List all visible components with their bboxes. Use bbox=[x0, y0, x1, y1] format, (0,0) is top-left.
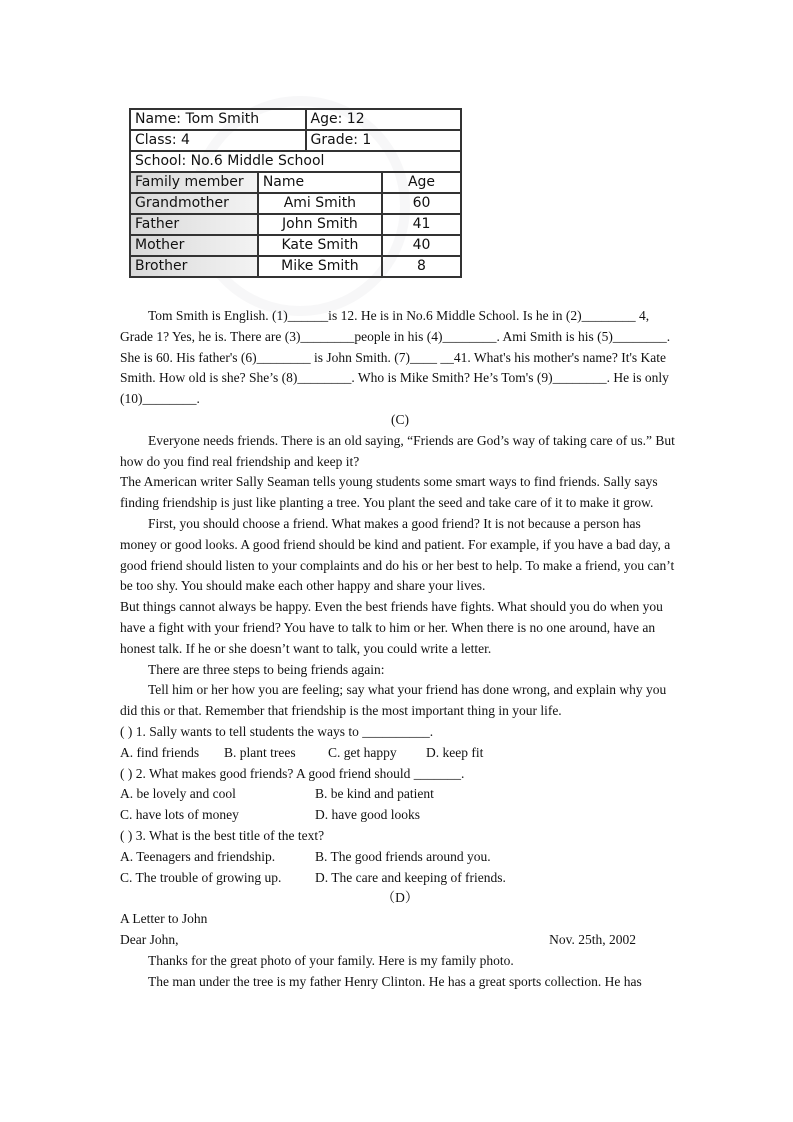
member-name-cell: Ami Smith bbox=[258, 193, 382, 214]
table-row bbox=[130, 109, 461, 130]
option: C. have lots of money bbox=[120, 807, 239, 823]
table-row bbox=[130, 256, 461, 277]
option: D. have good looks bbox=[315, 807, 420, 823]
member-age-cell: 8 bbox=[382, 256, 461, 277]
option: B. The good friends around you. bbox=[315, 848, 491, 864]
paragraph: There are three steps to being friends again: bbox=[148, 661, 385, 677]
question-1-options bbox=[120, 743, 680, 764]
question-3-options bbox=[120, 847, 680, 868]
paragraph: Thanks for the great photo of your family. Here is my family photo. bbox=[148, 952, 514, 968]
table-row bbox=[130, 193, 461, 214]
header-age: Age bbox=[382, 172, 461, 193]
name-cell: Name: Tom Smith bbox=[130, 109, 306, 130]
option: A. Teenagers and friendship. bbox=[120, 848, 276, 864]
option: B. be kind and patient bbox=[315, 786, 434, 802]
question-2-options bbox=[120, 784, 680, 805]
option: A. be lovely and cool bbox=[120, 786, 236, 802]
option: C. The trouble of growing up. bbox=[120, 869, 282, 885]
question-3-options bbox=[120, 868, 680, 889]
section-d-heading: （D） bbox=[381, 890, 419, 906]
paragraph: Everyone needs friends. There is an old saying, “Friends are God’s way of taking care of us.” But how do you find real friendship and keep it? bbox=[120, 432, 675, 469]
question-2-options bbox=[120, 805, 680, 826]
question-2: ( ) 2. What makes good friends? A good friend should _______. bbox=[120, 765, 465, 781]
paragraph: The man under the tree is my father Henry Clinton. He has a great sports collection. He has bbox=[148, 973, 642, 989]
member-age-cell: 40 bbox=[382, 235, 461, 256]
school-cell: School: No.6 Middle School bbox=[130, 151, 461, 172]
cloze-passage: Tom Smith is English. (1)______is 12. He is in No.6 Middle School. Is he in (2)________ 4, Grade 1? Yes, he is. There are (3)________people in his (4)________. Ami Smith is his (5)________. She is 60. His father's (6)________ is John Smith. (7)____ __41. What's his mother's name? It's Kate Smith. How old is she? She’s (8)________. Who is Mike Smith? He’s Tom's (9)________. He is only (10)________. bbox=[120, 308, 671, 407]
member-cell: Mother bbox=[130, 235, 258, 256]
class-cell: Class: 4 bbox=[130, 130, 306, 151]
paragraph: The American writer Sally Seaman tells young students some smart ways to find friends. Sally says finding friendship is just like planting a tree. You plant the seed and take care of it to make it grow. bbox=[120, 474, 658, 511]
member-name-cell: Mike Smith bbox=[258, 256, 382, 277]
grade-cell: Grade: 1 bbox=[306, 130, 461, 151]
option: D. keep fit bbox=[426, 744, 484, 760]
paragraph: First, you should choose a friend. What makes a good friend? It is not because a person has money or good looks. A good friend should be kind and patient. For example, if you have a bad day, a good friend should listen to your complaints and do his or her best to help. To make a friend, you can’t be too shy. You should make each other happy and share your lives. bbox=[120, 515, 675, 594]
option: B. plant trees bbox=[224, 744, 296, 760]
paragraph: Tell him or her how you are feeling; say what your friend has done wrong, and explain why you did this or that. Remember that friendship is the most important thing in your life. bbox=[120, 682, 667, 719]
member-age-cell: 41 bbox=[382, 214, 461, 235]
header-name: Name bbox=[258, 172, 382, 193]
member-cell: Father bbox=[130, 214, 258, 235]
member-cell: Brother bbox=[130, 256, 258, 277]
header-family-member: Family member bbox=[130, 172, 258, 193]
student-info-table bbox=[129, 108, 462, 278]
document-body bbox=[120, 306, 680, 992]
letter-greeting: Dear John, bbox=[120, 931, 179, 947]
table-header-row bbox=[130, 172, 461, 193]
option: D. The care and keeping of friends. bbox=[315, 869, 506, 885]
question-3: ( ) 3. What is the best title of the text? bbox=[120, 827, 325, 843]
table-row bbox=[130, 130, 461, 151]
question-1: ( ) 1. Sally wants to tell students the ways to __________. bbox=[120, 723, 434, 739]
table-row bbox=[130, 151, 461, 172]
member-name-cell: Kate Smith bbox=[258, 235, 382, 256]
member-name-cell: John Smith bbox=[258, 214, 382, 235]
age-cell: Age: 12 bbox=[306, 109, 461, 130]
letter-header bbox=[120, 930, 680, 951]
letter-title: A Letter to John bbox=[120, 911, 208, 927]
member-age-cell: 60 bbox=[382, 193, 461, 214]
paragraph: But things cannot always be happy. Even the best friends have fights. What should you do when you have a fight with your friend? You have to talk to him or her. When there is no one around, have an honest talk. If he or she doesn’t want to talk, you could write a letter. bbox=[120, 599, 663, 656]
option: A. find friends bbox=[120, 744, 200, 760]
letter-date: Nov. 25th, 2002 bbox=[549, 931, 636, 947]
table-row bbox=[130, 235, 461, 256]
option: C. get happy bbox=[328, 744, 397, 760]
table-row bbox=[130, 214, 461, 235]
member-cell: Grandmother bbox=[130, 193, 258, 214]
section-c-heading: (C) bbox=[391, 411, 409, 427]
